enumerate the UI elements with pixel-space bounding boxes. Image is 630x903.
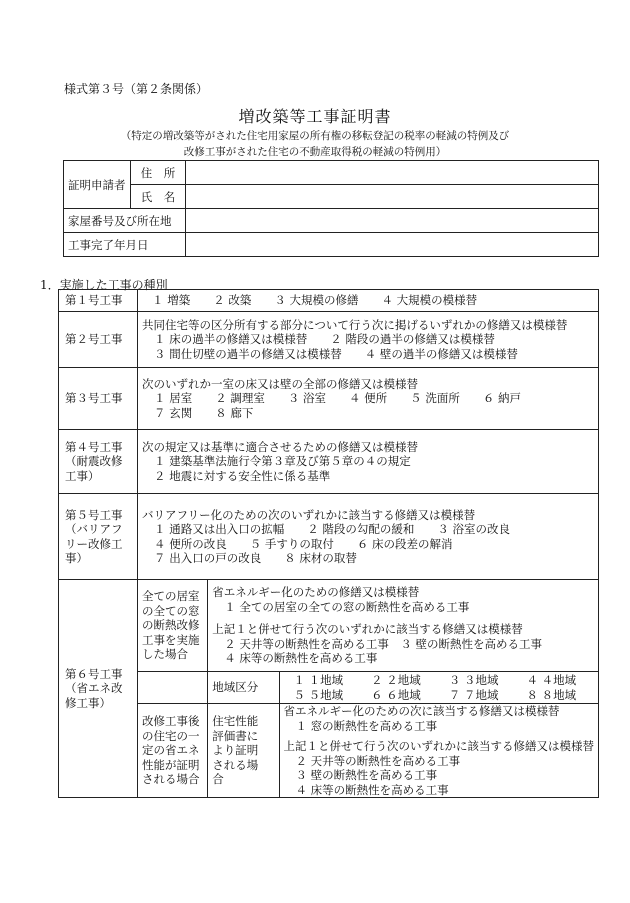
work-5-line-2: １ 通路又は出入口の拡幅 ２ 階段の勾配の緩和 ３ 浴室の改良 [154, 522, 511, 536]
work-6-label-line-2: （省エネ改 [65, 681, 123, 696]
work-1-label: 第１号工事 [59, 290, 138, 312]
work-2-line-2: １ 床の過半の修繕又は模様替 ２ 階段の過半の修繕又は模様替 [154, 332, 495, 347]
case-b-line-5: される場合 [142, 772, 200, 787]
work-4-line-2: １ 建築基準法施行令第３章及び第５章の４の規定 [154, 454, 411, 469]
region-2[interactable]: ２ ２地域 [371, 673, 421, 687]
work-1-line-1: １ 増築 ２ 改築 ３ 大規模の修繕 ４ 大規模の模様替 [152, 293, 478, 308]
work-3-line-2: １ 居室 ２ 調理室 ３ 浴室 ４ 便所 ５ 洗面所 ６ 納戸 [154, 391, 521, 406]
region-label: 地域区分 [208, 672, 279, 704]
cert-line-5: 合 [212, 772, 224, 787]
work-3-line-1: 次のいずれか一室の床又は壁の全部の修繕又は模様替 [142, 376, 419, 391]
cert-line-1: 住宅性能 [212, 714, 259, 729]
case-a-option-line-4: ２ 天井等の断熱性を高める工事 ３ 壁の断熱性を高める工事 [224, 636, 543, 651]
work-6-case-a-options[interactable] [208, 580, 599, 672]
case-a-line-5: した場合 [142, 647, 189, 662]
cert-line-2: 評価書に [212, 728, 259, 743]
applicant-table [63, 160, 599, 257]
work-4-options[interactable] [138, 430, 599, 494]
form-number: 様式第３号（第２条関係） [64, 82, 209, 96]
work-type-table [58, 289, 599, 798]
work-5-label-line-1: 第５号工事 [65, 507, 123, 522]
document-title: 増改築等工事証明書 [238, 107, 392, 126]
work-5-label-line-2: （バリアフ [65, 522, 123, 536]
case-a-option-line-2: １ 全ての居室の全ての窓の断熱性を高める工事 [224, 599, 470, 614]
case-b-option-line-3: 上記１と併せて行う次のいずれかに該当する修繕又は模様替 [283, 739, 594, 753]
case-a-option-line-1: 省エネルギー化のための修繕又は模様替 [212, 585, 420, 600]
region-7[interactable]: ７ ７地域 [448, 687, 499, 702]
certificate-label [208, 704, 279, 798]
address-label: 住 所 [131, 161, 186, 185]
region-4[interactable]: ４ ４地域 [526, 673, 577, 687]
work-4-label [59, 430, 138, 494]
house-number-label: 家屋番号及び所在地 [64, 209, 186, 233]
work-5-line-4: ７ 出入口の戸の改良 ８ 床材の取替 [154, 551, 357, 565]
case-b-option-line-5: ３ 壁の断熱性を高める工事 [295, 768, 438, 782]
case-b-option-line-6: ４ 床等の断熱性を高める工事 [295, 782, 449, 797]
work-6-case-a-label [138, 580, 208, 672]
case-b-option-line-2: １ 窓の断熱性を高める工事 [295, 718, 438, 733]
subtitle-line-1: （特定の増改築等がされた住宅用家屋の所有権の移転登記の税率の軽減の特例及び [120, 130, 510, 142]
region-1[interactable]: １ １地域 [293, 673, 344, 687]
case-a-option-line-5: ４ 床等の断熱性を高める工事 [224, 651, 378, 666]
region-6[interactable]: ６ ６地域 [371, 687, 421, 702]
cert-line-3: より証明 [212, 743, 259, 758]
case-a-option-line-3: 上記１と併せて行う次のいずれかに該当する修繕又は模様替 [212, 622, 523, 637]
work-6-case-b-label [138, 704, 208, 798]
work-2-line-3: ３ 間仕切壁の過半の修繕又は模様替 ４ 壁の過半の修繕又は模様替 [154, 346, 518, 361]
work-4-label-line-1: 第４号工事 [65, 439, 123, 454]
work-5-label-line-3: リー改修工 [65, 536, 123, 551]
address-field[interactable] [186, 161, 599, 185]
work-4-line-1: 次の規定又は基準に適合させるための修繕又は模様替 [142, 439, 419, 454]
work-3-label: 第３号工事 [59, 368, 138, 430]
work-2-line-1: 共同住宅等の区分所有する部分について行う次に掲げるいずれかの修繕又は模様替 [142, 317, 568, 332]
region-label-spacer [138, 672, 208, 704]
case-a-line-1: 全ての居室 [142, 589, 200, 604]
work-6-label-line-1: 第６号工事 [65, 666, 123, 681]
work-3-options[interactable] [138, 368, 599, 430]
region-row-1 [284, 673, 577, 688]
case-b-option-line-1: 省エネルギー化のための次に該当する修繕又は模様替 [283, 704, 560, 718]
region-8[interactable]: ８ ８地域 [526, 687, 577, 702]
work-6-label [59, 580, 138, 798]
section-1-title: 1．実施した工事の種別 [40, 278, 168, 292]
work-4-label-line-3: 工事） [65, 468, 100, 483]
case-a-spacer [212, 614, 594, 622]
work-5-line-3: ４ 便所の改良 ５ 手すりの取付 ６ 床の段差の解消 [154, 536, 453, 551]
work-6-case-b-options[interactable] [279, 704, 599, 798]
work-6-label-line-3: 修工事） [65, 695, 111, 710]
case-a-line-3: の断熱改修 [142, 618, 200, 633]
house-number-field[interactable] [186, 209, 599, 233]
case-b-line-2: の住宅の一 [142, 728, 200, 743]
completion-date-field[interactable] [186, 233, 599, 257]
cert-line-4: される場 [212, 757, 259, 772]
name-label: 氏 名 [131, 185, 186, 209]
work-5-options[interactable] [138, 494, 599, 580]
completion-date-label: 工事完了年月日 [64, 233, 186, 257]
work-5-label-line-4: 事） [65, 551, 88, 565]
name-field[interactable] [186, 185, 599, 209]
work-5-label [59, 494, 138, 580]
case-b-line-1: 改修工事後 [142, 714, 200, 729]
case-a-line-2: の全ての窓 [142, 603, 200, 618]
region-3[interactable]: ３ ３地域 [448, 673, 499, 687]
case-b-option-line-4: ２ 天井等の断熱性を高める工事 [295, 753, 461, 768]
work-1-options[interactable] [138, 290, 599, 312]
case-b-line-4: 性能が証明 [142, 757, 200, 772]
case-b-line-3: 定の省エネ [142, 743, 200, 758]
case-a-line-4: 工事を実施 [142, 632, 200, 647]
region-options[interactable] [279, 672, 599, 704]
work-4-label-line-2: （耐震改修 [65, 454, 123, 469]
region-row-2 [284, 688, 577, 703]
work-4-line-3: ２ 地震に対する安全性に係る基準 [154, 468, 331, 483]
work-2-label: 第２号工事 [59, 312, 138, 368]
work-5-line-1: バリアフリー化のための次のいずれかに該当する修繕又は模様替 [142, 507, 476, 522]
applicant-label: 証明申請者 [64, 161, 131, 209]
subtitle-line-2: 改修工事がされた住宅の不動産取得税の軽減の特例用） [183, 146, 447, 158]
work-2-options[interactable] [138, 312, 599, 368]
region-5[interactable]: ５ ５地域 [293, 687, 344, 702]
work-3-line-3: ７ 玄関 ８ 廊下 [154, 405, 254, 420]
